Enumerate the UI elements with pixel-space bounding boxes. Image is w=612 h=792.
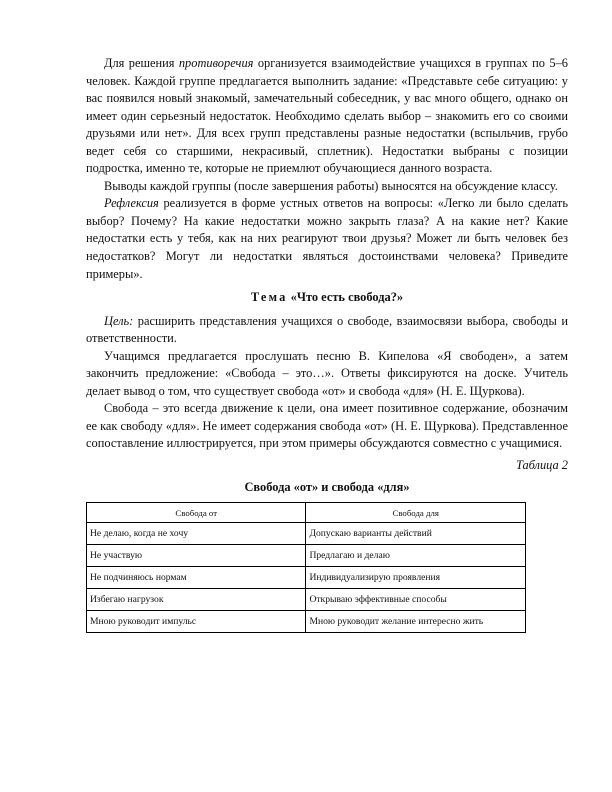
table-cell: Мною руководит желание интересно жить bbox=[306, 611, 526, 633]
paragraph-text: Выводы каждой группы (после завершения работы) выносятся на обсуждение классу. bbox=[104, 178, 558, 193]
paragraph-goal bbox=[86, 313, 568, 348]
table-row bbox=[87, 589, 526, 611]
table-cell: Не делаю, когда не хочу bbox=[87, 523, 306, 545]
table-row bbox=[87, 567, 526, 589]
topic-prefix: Тема bbox=[250, 290, 288, 305]
table-title: Свобода «от» и свобода «для» bbox=[244, 479, 410, 494]
table-caption: Таблица 2 bbox=[516, 458, 568, 473]
paragraph-italic-term: Цель: bbox=[104, 313, 134, 328]
paragraph-text: Учащимся предлагается прослушать песню В. Кипелова «Я свободен», а затем закончить предложение: «Свобода – это…». Ответы фиксируются на доске. Учитель делает вывод о том, что существует свобода «от» и свобода «для» (Н. Е. Щуркова). bbox=[86, 348, 568, 398]
paragraph-song-task bbox=[86, 348, 568, 401]
table-cell: Предлагаю и делаю bbox=[306, 545, 526, 567]
table-cell: Мною руководит импульс bbox=[87, 611, 306, 633]
table-cell: Не подчиняюсь нормам bbox=[87, 567, 306, 589]
table-row bbox=[87, 611, 526, 633]
document-page bbox=[86, 55, 568, 633]
paragraph-lead: Для решения bbox=[104, 56, 179, 70]
paragraph-text: расширить представления учащихся о свободе, взаимосвязи выбора, свободы и ответственности. bbox=[86, 313, 568, 346]
topic-title: «Что есть свобода?» bbox=[290, 290, 404, 305]
paragraph-group-conclusions bbox=[86, 178, 568, 196]
paragraph-text: организуется взаимодействие учащихся в группах по 5–6 человек. Каждой группе предлагается выполнить задание: «Представьте себе ситуацию: у вас появился новый знакомый, замечательный собеседник, у вас много общего, однако он имеет один серьезный недостаток. Необходимо сделать выбор – знакомить его со своими друзьями или нет». Для всех групп представлены разные недостатки (вспыльчив, грубо ведет себя со старшими, некрасивый, сплетник). Недостатки выбраны с позиции подростка, именно те, которые не приемлют обучающиеся данного возраста. bbox=[86, 56, 568, 176]
paragraph-freedom-definition bbox=[86, 400, 568, 453]
paragraph-text: реализуется в форме устных ответов на вопросы: «Легко ли было сделать выбор? Почему? На какие недостатки можно закрыть глаза? А на какие нет? Какие недостатки есть у тебя, как на них реагируют твои друзья? Может ли быть человек без недостатков? Могут ли недостатки являться достоинствами человека? Приведите примеры». bbox=[86, 196, 568, 281]
paragraph-italic-term: противоречия bbox=[178, 56, 254, 70]
table-header-row bbox=[87, 503, 526, 523]
paragraph-contradiction bbox=[86, 55, 568, 178]
table-row bbox=[87, 545, 526, 567]
table-cell: Индивидуализирую проявления bbox=[306, 567, 526, 589]
paragraph-text: Свобода – это всегда движение к цели, она имеет позитивное содержание, обозначим ее как свободу «для». Не имеет содержания свобода «от» (Н. Е. Щуркова). Представленное сопоставление иллюстрируется, при этом примеры обсуждаются совместно с учащимися. bbox=[86, 401, 568, 451]
table-cell: Открываю эффективные способы bbox=[306, 589, 526, 611]
table-cell: Допускаю варианты действий bbox=[306, 523, 526, 545]
topic-heading bbox=[86, 289, 568, 307]
table-cell: Не участвую bbox=[87, 545, 306, 567]
paragraph-italic-term: Рефлексия bbox=[104, 196, 159, 211]
table-row bbox=[87, 523, 526, 545]
table-header-cell: Свобода для bbox=[306, 503, 526, 523]
paragraph-reflection bbox=[86, 195, 568, 283]
freedom-comparison-table bbox=[86, 502, 526, 633]
table-cell: Избегаю нагрузок bbox=[87, 589, 306, 611]
table-header-cell: Свобода от bbox=[87, 503, 306, 523]
